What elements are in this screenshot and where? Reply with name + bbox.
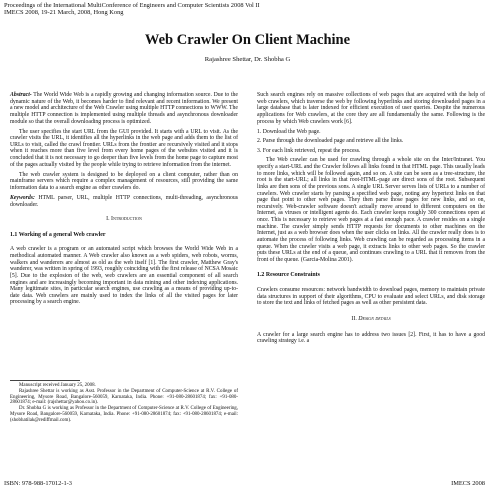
abstract-paragraph-2: The user specifies the start URL from the GUI provided. It starts with a URL to visit. As the crawler visits the URL, it identifies all the hyperlinks in the web page and adds them to the list of URLs to visit, called the crawl frontier. URLs from the frontier are recursively visited and it stops when it reaches more than five level from every home pages of the websites visited and it is concluded that it is not necessary to go deeper than five levels from the home page to capture most of the pages actually visited by the people while trying to retrieve information from the internet. <box>10 128 238 168</box>
paper-title: Web Crawler On Client Machine <box>144 32 351 48</box>
footnote-2: Rajashree Shettar is working as Asst. Professor in the Department of Computer-Science at R.V. College of Engineering, Mysore Road, Bangalore-560059, Karnataka, India. Phone: +91-080-28601874; fax: +91-080-28601874; e-mail: (rajshettar@yahoo.co.in). <box>10 388 238 406</box>
running-head-line-2: IMECS 2008, 19-21 March, 2008, Hong Kong <box>4 9 124 17</box>
right-column <box>257 92 485 348</box>
abstract-paragraph-3: The web crawler system is designed to be deployed on a client computer, rather than on mainframe servers which require a complex management of resources, still providing the same information data to a search engine as other crawlers do. <box>10 171 238 191</box>
right-paragraph-3: Crawlers consume resources: network bandwidth to download pages, memory to maintain private data structures in support of their algorithms, CPU to evaluate and select URLs, and disk storage to store the text and links of fetched pages as well as other persistent data. <box>257 287 485 307</box>
process-step-3: 3. For each link retrieved, repeat the process. <box>257 147 361 154</box>
left-column <box>10 92 238 309</box>
section-2-heading <box>257 316 485 323</box>
subsection-1-2-heading: 1.2 Resource Constraints <box>257 272 320 279</box>
keywords-paragraph <box>10 195 238 208</box>
right-paragraph-1: Such search engines rely on massive collections of web pages that are acquired with the help of web crawlers, which traverse the web by following hyperlinks and storing downloaded pages in a large database that is later indexed for efficient execution of user queries. Despite the numerous applications for Web crawlers, at the core they are all fundamentally the same. Following is the process by which Web crawlers work [6]. <box>257 92 485 125</box>
footnote-3: Dr. Shobha G is working as Professor in the Department of Computer-Science at R.V. College of Engineering, Mysore Road, Bangalore-560059, Karnataka, India. Phone: +91-080-28601874; fax: +91-080-28601874; e-mail: (shobhatilak@rediffmail.com). <box>10 406 238 423</box>
running-head-line-1: Proceedings of the International MultiConference of Engineers and Computer Scientists 2008 Vol II <box>4 2 260 9</box>
section-2-number: II. <box>351 315 357 322</box>
section-1-label: Introduction <box>111 216 142 223</box>
footer-conference: IMECS 2008 <box>451 480 485 487</box>
section-1-heading <box>10 216 238 223</box>
abstract-label: Abstract- <box>10 92 32 98</box>
subsection-1-1-heading: 1.1 Working of a general Web crawler <box>10 231 106 238</box>
running-head <box>4 2 484 17</box>
footnote-1: Manuscript received January 25, 2008. <box>19 383 96 388</box>
abstract-paragraph <box>10 92 238 125</box>
section-2-label: Design details <box>358 315 391 322</box>
right-paragraph-2: The Web crawler can be used for crawling through a whole site on the Inter/Intranet. You specify a start-URL and the Crawler follows all links found in that HTML page. This usually leads to more links, which will be followed again, and so on. A site can be seen as a tree-structure, the root is the start-URL; all links in that root-HTML-page are direct sons of the root. Subsequent links are then sons of the previous sons. A single URL Server serves lists of URLs to a number of crawlers. Web crawler starts by parsing a specified web page, noting any hypertext links on that page that point to other web pages. They then parse those pages for new links, and so on, recursively. Web-crawler software doesn't actually move around to different computers on the Internet, as viruses or intelligent agents do. Each crawler keeps roughly 300 connections open at once. This is necessary to retrieve web pages at a fast enough pace. A crawler resides on a single machine. The crawler simply sends HTTP requests for documents to other machines on the Internet, just as a web browser does when the user clicks on links. All the crawler really does is to automate the process of following links. Web crawling can be regarded as processing items in a queue. When the crawler visits a web page, it extracts links to other web pages. So the crawler puts these URLs at the end of a queue, and continues crawling to a URL that it removes from the front of the queue. (Garcia-Molina 2001). <box>257 157 485 263</box>
footnotes <box>10 383 238 423</box>
keywords-label: Keywords: <box>10 194 35 201</box>
footer-isbn: ISBN: 978-988-17012-1-3 <box>4 480 72 487</box>
abstract-text: The World Wide Web is a rapidly growing and changing information source. Due to the dynamic nature of the Web, it becomes harder to find relevant and recent information. We present a new model and architecture of the Web Crawler using multiple HTTP connections to WWW. The multiple HTTP connection is implemented using multiple threads and asynchronous downloader module so that the overall downloading process is optimized. <box>10 92 238 125</box>
paper-authors: Rajashree Shettar, Dr. Shobha G <box>204 56 291 63</box>
footnote-rule <box>10 380 80 381</box>
right-paragraph-4: A crawler for a large search engine has to address two issues [2]. First, it has to have a good crawling strategy i.e. a <box>257 331 485 345</box>
section-1-number: I. <box>106 216 110 223</box>
intro-paragraph: A web crawler is a program or an automated script which browses the World Wide Web in a methodical automated manner. A Web crawler also known as a web spiders, web robots, worms, walkers and wanderers are almost as old as the web itself [1]. The first crawler, Matthew Gray's wanderer, was written in spring of 1993, roughly coinciding with the first release of NCSA Mosaic [5]. Due to the explosion of the web, web crawlers are an essential component of all search engines and are increasingly becoming important in data mining and other indexing applications. Many legitimate sites, in particular search engines, use crawling as a means of providing up-to-date data. Web crawlers are mainly used to index the links of all the visited pages for later processing by a search engine. <box>10 246 238 306</box>
process-step-2: 2. Parse through the downloaded page and retrieve all the links. <box>257 138 404 145</box>
keywords-text: HTML parser, URL, multiple HTTP connections, multi-threading, asynchronous downloader. <box>10 194 238 208</box>
process-step-1: 1. Download the Web page. <box>257 128 321 135</box>
